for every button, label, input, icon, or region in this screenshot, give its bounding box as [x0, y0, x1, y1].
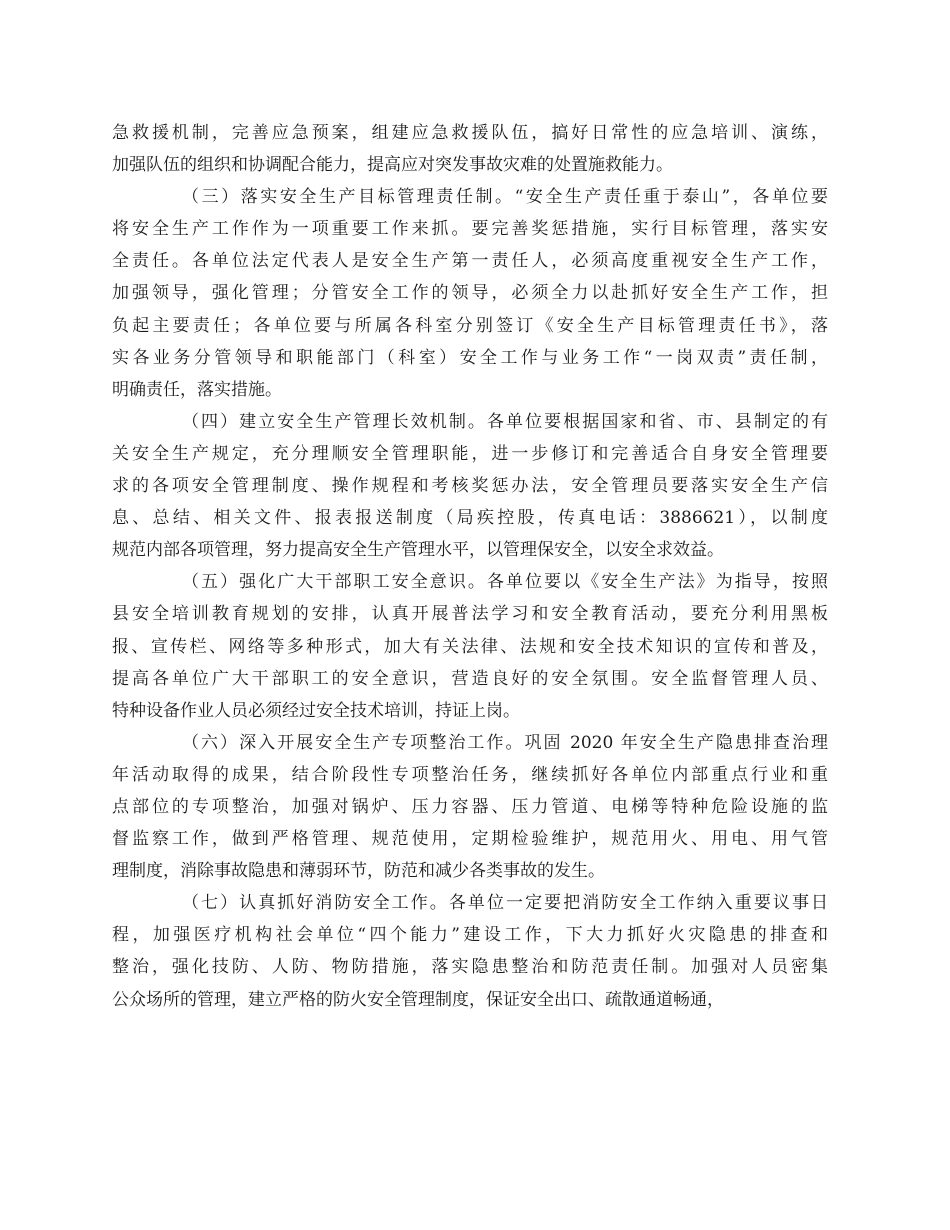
paragraph	[112, 406, 828, 566]
text-line: 实各业务分管领导和职能部门（科室）安全工作与业务工作“一岗双责”责任制，	[112, 347, 828, 368]
text-line: 理制度，消除事故隐患和薄弱环节，防范和减少各类事故的发生。	[112, 861, 605, 882]
paragraph	[112, 887, 828, 1015]
text-line: （三）落实安全生产目标管理责任制。“安全生产责任重于泰山”，各单位要	[182, 187, 828, 208]
text-line: 程，加强医疗机构社会单位“四个能力”建设工作，下大力抓好火灾隐患的排查和	[112, 925, 828, 946]
paragraph	[112, 566, 828, 726]
text-line: 县安全培训教育规划的安排，认真开展普法学习和安全教育活动，要充分利用黑板	[112, 604, 828, 625]
text-line: 明确责任，落实措施。	[112, 379, 282, 400]
text-line: 整治，强化技防、人防、物防措施，落实隐患整治和防范责任制。加强对人员密集	[112, 957, 828, 978]
text-line: 全责任。各单位法定代表人是安全生产第一责任人，必须高度重视安全生产工作，	[112, 251, 828, 272]
paragraph	[112, 727, 828, 887]
text-line: 提高各单位广大干部职工的安全意识，营造良好的安全氛围。安全监督管理人员、	[112, 668, 828, 689]
paragraph	[112, 181, 828, 406]
text-line: （六）深入开展安全生产专项整治工作。巩固 2020 年安全生产隐患排查治理	[182, 732, 828, 753]
text-line: 报、宣传栏、网络等多种形式，加大有关法律、法规和安全技术知识的宣传和普及，	[112, 636, 828, 657]
text-line: 点部位的专项整治，加强对锅炉、压力容器、压力管道、电梯等特种危险设施的监	[112, 796, 828, 817]
text-line: 年活动取得的成果，结合阶段性专项整治任务，继续抓好各单位内部重点行业和重	[112, 764, 828, 785]
text-line: 急救援机制，完善应急预案，组建应急救援队伍，搞好日常性的应急培训、演练，	[112, 123, 828, 143]
text-line: （四）建立安全生产管理长效机制。各单位要根据国家和省、市、县制定的有	[182, 411, 828, 432]
text-line: 加强队伍的组织和协调配合能力，提高应对突发事故灾难的处置施救能力。	[112, 155, 673, 176]
document-body	[112, 117, 828, 1016]
text-line: （五）强化广大干部职工安全意识。各单位要以《安全生产法》为指导，按照	[182, 572, 828, 593]
text-line: 将安全生产工作作为一项重要工作来抓。要完善奖惩措施，实行目标管理，落实安	[112, 219, 828, 240]
text-line: 加强领导，强化管理；分管安全工作的领导，必须全力以赴抓好安全生产工作，担	[112, 283, 828, 304]
text-line: 规范内部各项管理，努力提高安全生产管理水平，以管理保安全，以安全求效益。	[112, 540, 724, 561]
paragraph	[112, 117, 828, 181]
text-line: 公众场所的管理，建立严格的防火安全管理制度，保证安全出口、疏散通道畅通，	[112, 989, 724, 1010]
text-line: 息、总结、相关文件、报表报送制度（局疾控股，传真电话：3886621），以制度	[112, 508, 828, 529]
text-line: （七）认真抓好消防安全工作。各单位一定要把消防安全工作纳入重要议事日	[182, 893, 828, 914]
text-line: 负起主要责任；各单位要与所属各科室分别签订《安全生产目标管理责任书》，落	[112, 315, 828, 336]
text-line: 求的各项安全管理制度、操作规程和考核奖惩办法，安全管理员要落实安全生产信	[112, 476, 828, 497]
text-line: 特种设备作业人员必须经过安全技术培训，持证上岗。	[112, 700, 520, 721]
text-line: 关安全生产规定，充分理顺安全管理职能，进一步修订和完善适合自身安全管理要	[112, 443, 828, 464]
text-line: 督监察工作，做到严格管理、规范使用，定期检验维护，规范用火、用电、用气管	[112, 829, 828, 850]
